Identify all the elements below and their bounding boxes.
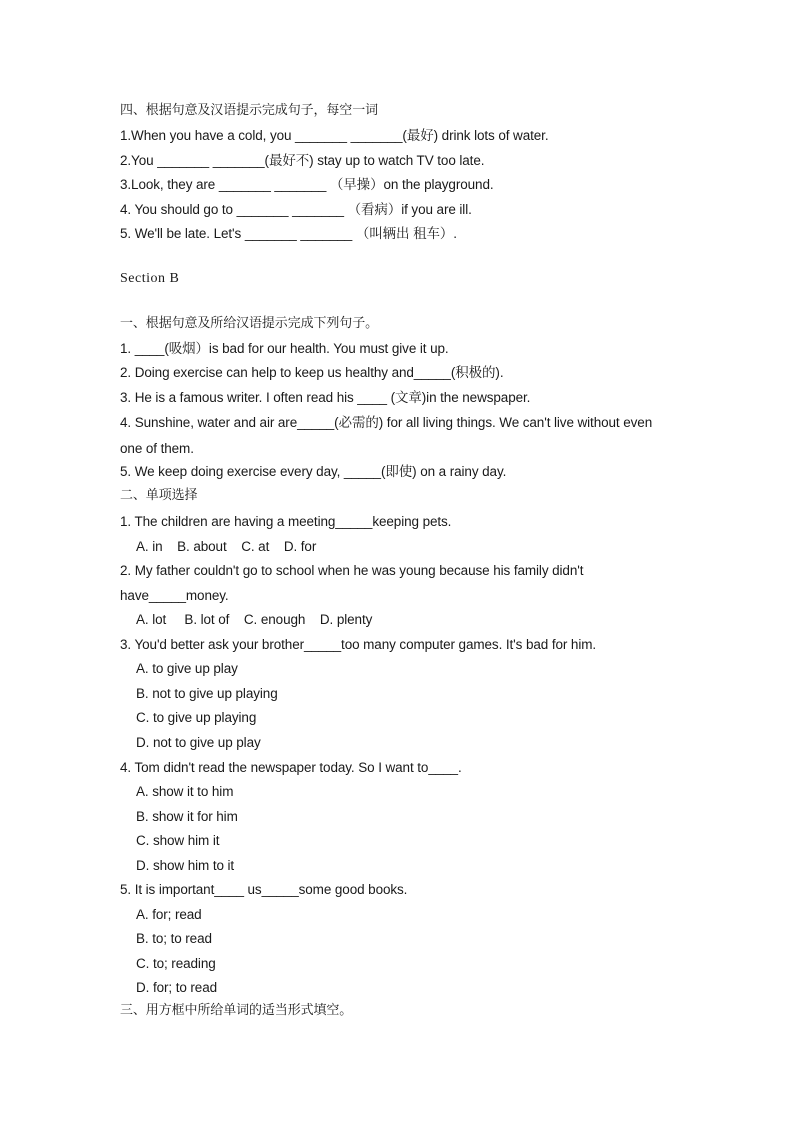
part4-heading: 四、根据句意及汉语提示完成句子，每空一词 [120,103,379,118]
q5-option-a: A. for; read [136,907,202,922]
part4-item-1: 1.When you have a cold, you _______ _______(最好) drink lots of water. [120,128,549,143]
part4-item-3: 3.Look, they are _______ _______ （早操）on the playground. [120,177,494,192]
q1-options: A. in B. about C. at D. for [136,539,317,554]
q3-option-b: B. not to give up playing [136,686,278,701]
part2-heading: 二、单项选择 [120,488,198,503]
q4-stem: 4. Tom didn't read the newspaper today. So I want to____. [120,760,462,775]
q5-option-c: C. to; reading [136,956,216,971]
q4-option-a: A. show it to him [136,784,234,799]
q1-stem: 1. The children are having a meeting_____keeping pets. [120,514,452,529]
part1-item-1: 1. ____(吸烟）is bad for our health. You must give it up. [120,341,449,356]
part1-item-5: 5. We keep doing exercise every day, _____(即使) on a rainy day. [120,464,507,479]
q2-stem-cont: have_____money. [120,588,229,603]
part1-item-4-cont: one of them. [120,441,194,456]
q5-option-b: B. to; to read [136,931,212,946]
section-b-title: Section B [120,271,180,286]
q4-option-d: D. show him to it [136,858,235,873]
q2-stem: 2. My father couldn't go to school when he was young because his family didn't [120,563,584,578]
q3-stem: 3. You'd better ask your brother_____too many computer games. It's bad for him. [120,637,597,652]
q2-options: A. lot B. lot of C. enough D. plenty [136,612,373,627]
part3-heading: 三、用方框中所给单词的适当形式填空。 [120,1003,353,1018]
part1-heading: 一、根据句意及所给汉语提示完成下列句子。 [120,316,379,331]
part4-item-4: 4. You should go to _______ _______ （看病）if you are ill. [120,202,472,217]
q3-option-a: A. to give up play [136,661,238,676]
q4-option-c: C. show him it [136,833,220,848]
part1-item-2: 2. Doing exercise can help to keep us healthy and_____(积极的). [120,365,504,380]
part1-item-4: 4. Sunshine, water and air are_____(必需的) for all living things. We can't live without even [120,415,653,430]
q3-option-c: C. to give up playing [136,710,257,725]
q4-option-b: B. show it for him [136,809,238,824]
part1-item-3: 3. He is a famous writer. I often read his ____ (文章)in the newspaper. [120,390,531,405]
part4-item-5: 5. We'll be late. Let's _______ _______ （叫辆出 租车）. [120,226,457,241]
q5-option-d: D. for; to read [136,980,218,995]
q5-stem: 5. It is important____ us_____some good books. [120,882,408,897]
q3-option-d: D. not to give up play [136,735,261,750]
part4-item-2: 2.You _______ _______(最好不) stay up to watch TV too late. [120,153,485,168]
